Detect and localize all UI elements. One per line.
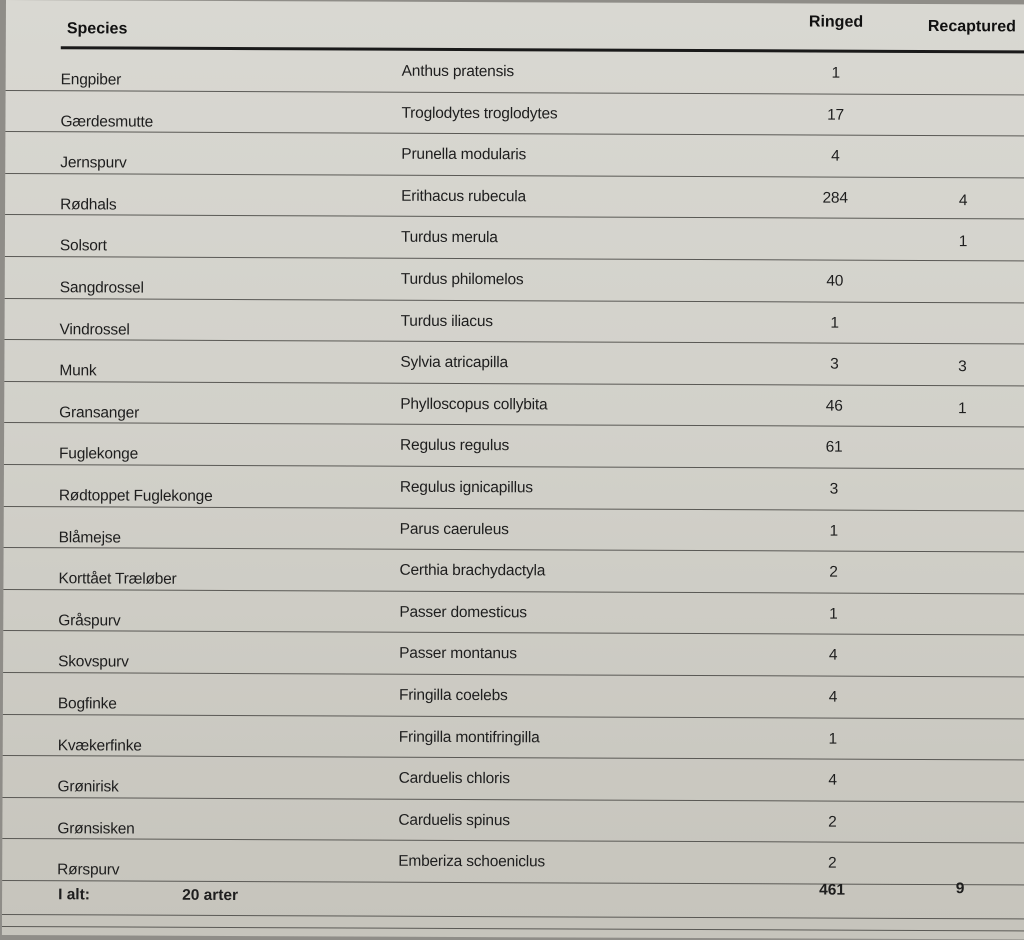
ringed-count: 4 — [808, 647, 858, 665]
common-name: Kvækerfinke — [58, 737, 142, 755]
table-row — [5, 215, 1024, 261]
table-row — [6, 49, 1024, 95]
common-name: Vindrossel — [60, 321, 130, 339]
ringed-count: 61 — [809, 439, 859, 457]
latin-name: Turdus iliacus — [401, 312, 493, 330]
latin-name: Carduelis spinus — [398, 811, 509, 829]
ringed-count: 2 — [808, 564, 858, 582]
ringed-count: 2 — [807, 813, 857, 831]
table-row — [3, 714, 1024, 760]
table-row — [3, 673, 1024, 719]
latin-name: Turdus philomelos — [401, 271, 524, 290]
common-name: Korttået Træløber — [58, 570, 176, 589]
latin-name: Emberiza schoeniclus — [398, 853, 545, 872]
recaptured-count: 4 — [943, 192, 983, 210]
latin-name: Regulus ignicapillus — [400, 479, 533, 498]
table-row — [3, 756, 1024, 802]
ringed-count: 2 — [807, 855, 857, 873]
table-row — [4, 423, 1024, 469]
total-ringed: 461 — [807, 882, 857, 900]
ringed-count: 17 — [810, 106, 860, 124]
total-row — [2, 874, 1024, 919]
table-row — [5, 174, 1024, 220]
latin-name: Erithacus rubecula — [401, 188, 526, 207]
latin-name: Passer montanus — [399, 645, 517, 664]
common-name: Gærdesmutte — [60, 113, 153, 131]
ringed-count: 4 — [808, 688, 858, 706]
ringed-count: 3 — [809, 480, 859, 498]
common-name: Gråspurv — [58, 612, 120, 630]
latin-name: Sylvia atricapilla — [400, 354, 508, 372]
ringed-count: 46 — [809, 397, 859, 415]
total-species-count: 20 arter — [182, 887, 238, 905]
ringed-count: 1 — [808, 605, 858, 623]
header-recaptured: Recaptured — [928, 18, 1016, 36]
ringed-count: 1 — [809, 522, 859, 540]
table-row — [4, 507, 1024, 553]
latin-name: Phylloscopus collybita — [400, 395, 547, 414]
header-species: Species — [67, 20, 128, 38]
common-name: Rørspurv — [57, 862, 119, 880]
table-row — [5, 257, 1024, 303]
total-label: I alt: — [58, 886, 90, 904]
ringed-count: 4 — [808, 772, 858, 790]
table-row — [3, 548, 1024, 594]
table-row — [4, 382, 1024, 428]
table-row — [3, 590, 1024, 636]
common-name: Rødhals — [60, 196, 116, 214]
latin-name: Anthus pratensis — [402, 63, 514, 81]
table-row — [4, 340, 1024, 386]
table-row — [4, 465, 1024, 511]
common-name: Bogfinke — [58, 695, 117, 713]
common-name: Grønirisk — [58, 778, 119, 796]
ringed-count: 4 — [810, 148, 860, 166]
common-name: Gransanger — [59, 404, 139, 422]
total-recaptured: 9 — [940, 880, 980, 898]
common-name: Grønsisken — [57, 820, 134, 838]
bottom-rule — [2, 926, 1024, 931]
ringed-count: 1 — [808, 730, 858, 748]
latin-name: Fringilla coelebs — [399, 687, 508, 705]
latin-name: Parus caeruleus — [400, 520, 509, 538]
recaptured-count: 1 — [942, 400, 982, 418]
ringed-count: 3 — [809, 356, 859, 374]
document-page — [2, 0, 1024, 939]
species-table — [2, 49, 1024, 885]
ringed-count: 284 — [810, 189, 860, 207]
latin-name: Carduelis chloris — [399, 770, 510, 788]
latin-name: Troglodytes troglodytes — [401, 104, 557, 123]
table-row — [2, 798, 1024, 844]
common-name: Blåmejse — [59, 529, 121, 547]
latin-name: Passer domesticus — [399, 603, 527, 622]
ringed-count: 1 — [810, 314, 860, 332]
common-name: Sangdrossel — [60, 279, 144, 297]
common-name: Solsort — [60, 238, 107, 256]
latin-name: Turdus merula — [401, 229, 498, 247]
common-name: Jernspurv — [60, 154, 126, 172]
common-name: Fuglekonge — [59, 446, 138, 464]
ringed-count: 40 — [810, 272, 860, 290]
latin-name: Prunella modularis — [401, 146, 526, 165]
table-row — [3, 631, 1024, 677]
latin-name: Certhia brachydactyla — [399, 562, 545, 581]
table-row — [5, 299, 1024, 345]
recaptured-count: 1 — [943, 233, 983, 251]
table-row — [5, 132, 1024, 178]
common-name: Munk — [59, 362, 96, 380]
header-ringed: Ringed — [809, 14, 863, 32]
latin-name: Regulus regulus — [400, 437, 509, 455]
latin-name: Fringilla montifringilla — [399, 728, 540, 747]
recaptured-count: 3 — [942, 358, 982, 376]
table-row — [5, 91, 1024, 137]
ringed-count: 1 — [811, 65, 861, 83]
common-name: Skovspurv — [58, 654, 129, 672]
common-name: Rødtoppet Fuglekonge — [59, 487, 213, 506]
common-name: Engpiber — [61, 71, 122, 89]
